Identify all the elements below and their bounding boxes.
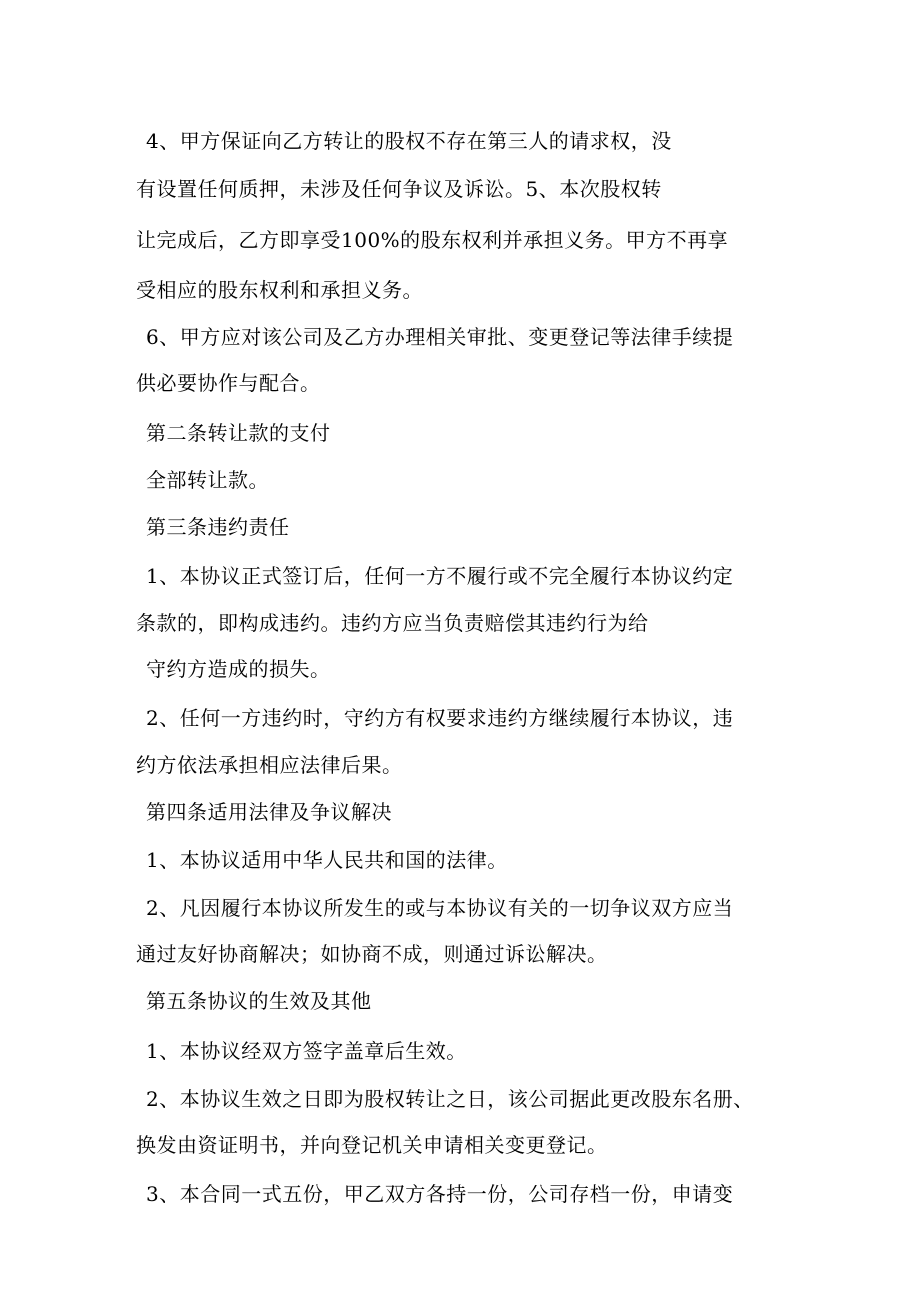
paragraph-line: 换发由资证明书，并向登记机关申请相关变更登记。 xyxy=(136,1133,608,1157)
paragraph-line: 2、本协议生效之日即为股权转让之日，该公司据此更改股东名册、 xyxy=(146,1087,754,1111)
section-heading: 第三条违约责任 xyxy=(146,515,290,539)
section-heading: 第二条转让款的支付 xyxy=(146,421,331,445)
paragraph-line: 4、甲方保证向乙方转让的股权不存在第三人的请求权，没 xyxy=(146,129,672,153)
paragraph-line: 1、本协议正式签订后，任何一方不履行或不完全履行本协议约定 xyxy=(146,564,734,588)
paragraph-line: 有设置任何质押，未涉及任何争议及诉讼。5、本次股权转 xyxy=(136,177,662,201)
paragraph-line: 守约方造成的损失。 xyxy=(146,657,331,681)
paragraph-line: 通过友好协商解决；如协商不成，则通过诉讼解决。 xyxy=(136,942,608,966)
paragraph-line: 全部转让款。 xyxy=(146,468,269,492)
paragraph-line: 让完成后，乙方即享受100%的股东权利并承担义务。甲方不再享 xyxy=(136,228,729,252)
paragraph-line: 2、任何一方违约时，守约方有权要求违约方继续履行本协议，违 xyxy=(146,706,734,730)
paragraph-line: 1、本协议经双方签字盖章后生效。 xyxy=(146,1039,467,1063)
paragraph-line: 受相应的股东权利和承担义务。 xyxy=(136,278,423,302)
paragraph-line: 条款的，即构成违约。违约方应当负责赔偿其违约行为给 xyxy=(136,611,649,635)
section-heading: 第四条适用法律及争议解决 xyxy=(146,800,392,824)
section-heading: 第五条协议的生效及其他 xyxy=(146,989,372,1013)
paragraph-line: 1、本协议适用中华人民共和国的法律。 xyxy=(146,848,508,872)
paragraph-line: 约方依法承担相应法律后果。 xyxy=(136,753,403,777)
paragraph-line: 2、凡因履行本协议所发生的或与本协议有关的一切争议双方应当 xyxy=(146,896,734,920)
paragraph-line: 3、本合同一式五份，甲乙双方各持一份，公司存档一份，申请变 xyxy=(146,1182,734,1206)
paragraph-line: 供必要协作与配合。 xyxy=(136,371,321,395)
paragraph-line: 6、甲方应对该公司及乙方办理相关审批、变更登记等法律手续提 xyxy=(146,325,734,349)
